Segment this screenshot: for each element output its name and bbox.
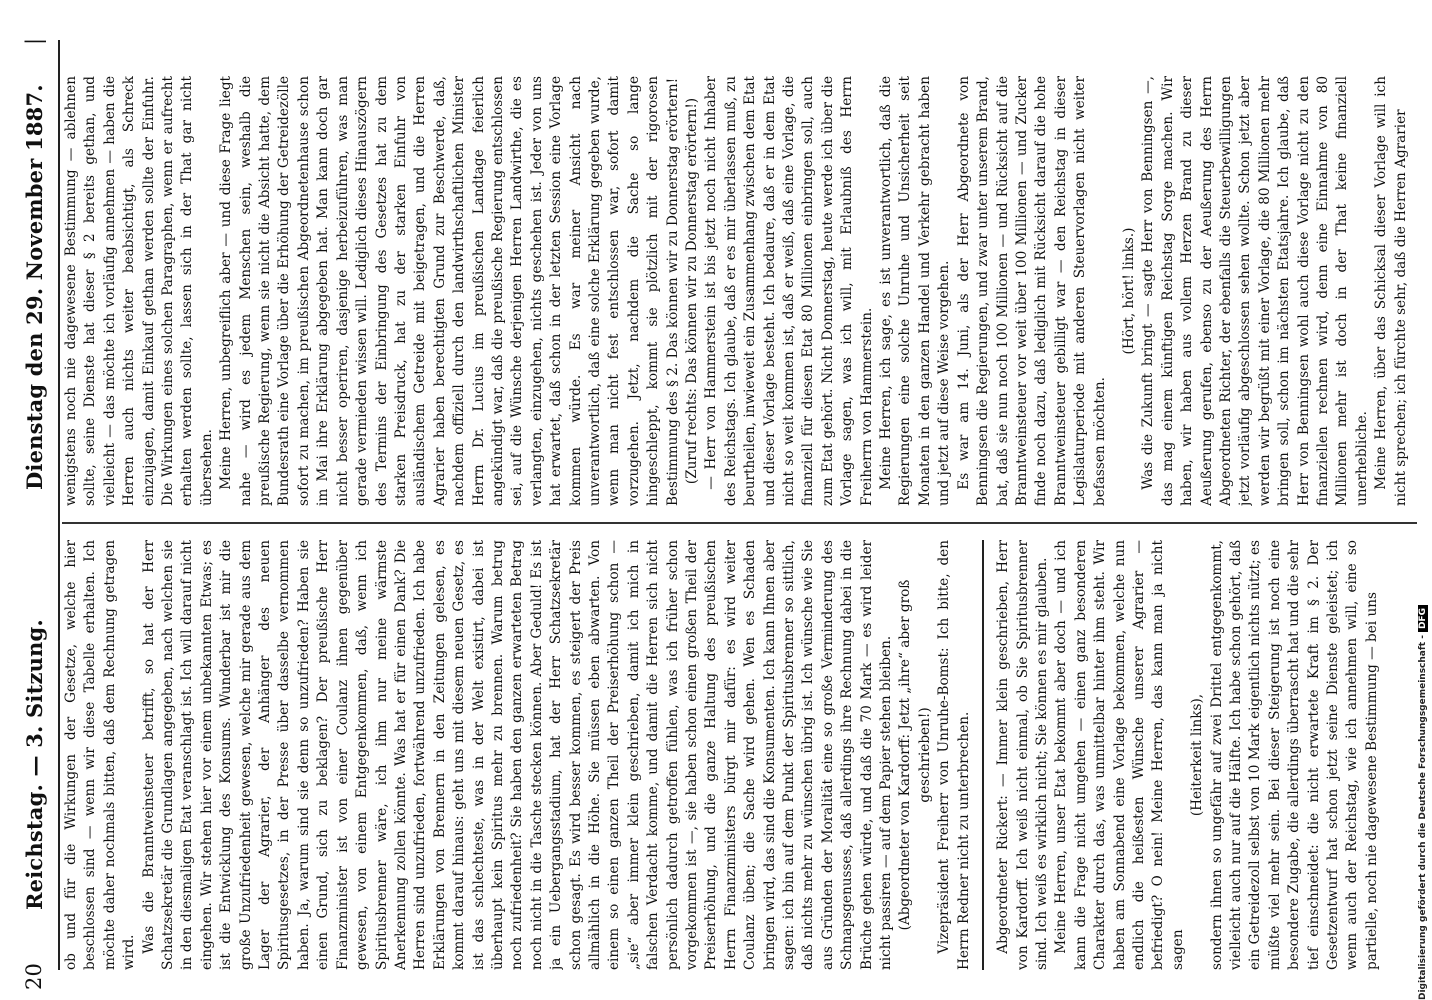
column-rule xyxy=(62,522,1417,524)
interjection: (Abgeordneter von Kardorff: Jetzt „ihre“ aber groß geschrieben!) xyxy=(897,579,933,931)
header-date: Dienstag den 29. November 1887. xyxy=(22,84,47,490)
credit-text: Digitalisierung gefördert durch die Deutsche Forschungsgemeinschaft - xyxy=(1418,635,1428,1000)
paragraph: Meine Herren, unbegreiflich aber — und diese Frage liegt nahe — wird es jedem Menschen sein, weshalb die preußische Regierung, wenn sie nicht die Absicht hatte, dem Bundesrath eine Vorlage über die Erhöhung der Getreidezölle sofort zu machen, im preußischen Abgeordnetenhause schon im Mai ihre Erklärung abgegeben hat. Man kann doch gar nicht besser operiren, dasjenige herbeizuführen, was man gerade vermieden wissen will. Lediglich dieses Hinauszögern des Termins der Einbringung des Gesetzes hat zu dem starken Preisdruck, hat zu der starken Einfuhr von ausländischem Getreide mit beigetragen, und die Herren Agrarier haben berechtigten Grund zur Beschwerde, daß, nachdem offiziell durch den landwirthschaftlichen Minister Herrn Dr. Lucius im preußischen Landtage feierlich angekündigt war, daß die preußische Regierung entschlossen sei, auf die Wünsche derjenigen Herren Landwirthe, die es verlangten, einzugehen, nichts geschehen ist. Jeder von uns hat erwartet, daß schon in der letzten Session eine Vorlage kommen würde. Es war meiner Ansicht nach unverantwortlich, daß eine solche Erklärung gegeben wurde, wenn man nicht fest entschlossen war, sofort damit vorzugehen. Jetzt, nachdem die Sache so lange hingeschleppt, kommt sie plötzlich mit der rigorosen Bestimmung des § 2. Das können wir zu Donnerstag erörtern! xyxy=(218,76,681,506)
paragraph: Abgeordneter Rickert: — Immer klein geschrieben, Herr von Kardorff. Ich weiß nicht einmal, ob Sie Spiritusbrenner sind. Ich weiß es wirklich nicht; Sie können es mir glauben. xyxy=(995,540,1050,970)
paragraph: ob und für die Wirkungen der Gesetze, welche hier beschlossen sind — wenn wir diese Tabelle erhalten. Ich möchte daher nochmals bitten, daß dem Rechnung getragen wird. xyxy=(63,540,138,970)
interjection: (Heiterkeit links), xyxy=(1189,693,1206,817)
header-rule xyxy=(58,40,60,970)
header-left: Reichstag. — 3. Sitzung. xyxy=(22,619,47,910)
interjection: (Hört, hört! links.) xyxy=(1120,227,1137,355)
paragraph: Vizepräsident Freiherr von Unruhe-Bomst: Ich bitte, den Herrn Redner nicht zu unterbrechen. xyxy=(936,540,972,970)
paragraph: Was die Branntweinsteuer betrifft, so hat der Herr Schatzsekretär die Grundlagen angegeben, nach welchen sie in den diesmaligen Etat veranschlagt ist. Ich will darauf nicht eingehen. Wir stehen hier vor einem unbekannten Etwas; es ist die Entwicklung des Konsums. Wunderbar ist mir die große Unzufriedenheit gewesen, welche mir gerade aus dem Lager der Agrarier, der Anhänger des neuen Spiritusgesetzes, in der Presse über dasselbe vernommen haben. Ja, warum sind sie denn so unzufrieden? Haben sie einen Grund, sich zu beklagen? Der preußische Herr Finanzminister ist von einer Coulanz ihnen gegenüber gewesen, von einem Entgegenkommen, daß, wenn ich Spiritusbrenner wäre, ich ihm nur meine wärmste Anerkennung zollen könnte. Was hat er für einen Dank? Die Herren sind unzufrieden, fortwährend unzufrieden. Ich habe Erklärungen von Brennern in den Zeitungen gelesen, es kommt darauf hinaus: geht uns mit diesem neuen Gesetz, es ist das schlechteste, was in der Welt existirt, dabei ist überhaupt kein Spiritus mehr zu brennen. Warum betrug noch zufriedenheit? Sie haben den ganzen erwarteten Betrag noch nicht in die Tasche stecken können. Aber Geduld! Es ist ja ein Uebergangsstadium, hat der Herr Schatzsekretär schon gesagt. Es wird besser kommen, es steigert der Preis allmählich in die Höhe. Sie müssen eben abwarten. Von einem so einen ganzen Theil der Preiserhöhung schon — „sie“ aber immer klein geschrieben, damit ich mich in falschen Verdacht komme, und damit die Herren sich nicht persönlich dadurch getroffen fühlen, was ich früher schon vorgekommen ist —, sie haben schon einen großen Theil der Preiserhöhung, und die ganze Haltung des preußischen Herrn Finanzministers bürgt mir dafür: es wird weiter Coulanz üben; die Sache wird gehen. Wen es Schaden bringen wird, das sind die Konsumenten. Ich kann Ihnen aber sagen: ich bin auf dem Punkt der Spiritusbrenner so sittlich, daß nichts mehr zu wünschen übrig ist. Ich wünsche wie Sie aus Gründen der Moralität eine so große Verminderung des Schnapsgenusses, daß allerdings ihre Rechnung dabei in die Brüche gehen würde, und daß die 70 Mark — es wird leider nicht passiren — auf dem Papier stehen bleiben. xyxy=(140,540,895,970)
page-number: 20 xyxy=(22,962,46,990)
paragraph: sondern ihnen so ungefähr auf zwei Drittel entgegenkommt, vielleicht auch nur auf die Hälfte. Ich habe schon gehört, daß ein Getreidezoll selbst von 10 Mark eigentlich nichts nützt; es müßte viel mehr sein. Bei dieser Steigerung ist noch eine besondere Zugabe, die allerdings überrascht hat und die sehr tief einschneidet: die nicht erwartete Kraft im § 2. Der Gesetzentwurf hat schon jetzt seine Dienste geleistet; ich wenn auch der Reichstag, wie ich annehmen will, eine so partielle, noch nie dagewesene Bestimmung — bei uns xyxy=(1208,540,1380,970)
paragraph: Es war am 14. Juni, als der Herr Abgeordnete von Benningsen die Regierungen, und zwar unter unserem Brand, bat, daß sie nun noch 100 Millionen — und Rücksicht auf die Branntweinsteuer vor weit über 100 Millionen — und Zucker finde noch dazu, daß lediglich mit Rücksicht darauf die hohe Branntweinsteuer gebilligt war — den Reichstag in dieser Legislaturperiode mit anderen Steuervorlagen nicht weiter befassen möchten. xyxy=(955,76,1108,506)
paragraph: Meine Herren, ich sage, es ist unverantwortlich, daß die Regierungen eine solche Unruhe und Unsicherheit seit Monaten in den ganzen Handel und Verkehr gebracht haben und jetzt auf diese Weise vorgehen. xyxy=(878,76,953,506)
text-column-2 xyxy=(62,76,1417,506)
section-rule xyxy=(982,540,984,970)
paragraph: wenigstens noch nie dagewesene Bestimmung — ablehnen sollte, seine Dienste hat dieser § 2 bereits gethan, und vielleicht — das möchte ich vorläufig annehmen — haben die Herren auch nichts weiter beabsichtigt, als Schreck einzujagen, damit Einkauf gethan werden sollte der Einfuhr. Die Wirkungen eines solchen Paragraphen, wenn er aufrecht erhalten werden sollte, lassen sich in der That gar nicht übersehen. xyxy=(63,76,215,506)
paragraph: Meine Herren, unser Etat bekommt aber doch — und ich kann die Frage nicht umgehen — einen ganz besonderen Charakter durch das, was unmittelbar hinter ihm steht. Wir haben am Sonnabend eine Vorlage bekommen, welche nun endlich die heißesten Wünsche unserer Agrarier — befriedigt? O nein! Meine Herren, das kann man ja nicht sagen xyxy=(1053,540,1186,970)
paragraph: Was die Zukunft bringt — sagte Herr von Benningsen —, das mag einem künftigen Reichstag Sorge machen. Wir haben, wir haben aus vollem Herzen Brand zu dieser Aeußerung gerufen, ebenso zu der Aeußerung des Herrn Abgeordneten Richter, der ebenfalls die Steuerbewilligungen jetzt vorläufig abgeschlossen sehen wollte. Schon jetzt aber werden wir begrüßt mit einer Vorlage, die 80 Millionen mehr bringen soll, schon im nächsten Etatsjahre. Ich glaube, daß Herr von Benningsen wohl auch diese Vorlage nicht zu den finanziellen rechnen wird, denn eine Einnahme von 80 Millionen mehr ist doch in der That keine finanziell unerhebliche. xyxy=(1140,76,1370,506)
interjection: (Zuruf rechts: Das können wir zu Donnerstag erörtern!) xyxy=(684,97,700,485)
running-head xyxy=(22,37,54,990)
paragraph: Meine Herren, über das Schicksal dieser Vorlage will ich nicht sprechen; ich fürchte sehr, daß die Herren Agrarier xyxy=(1373,76,1409,506)
dfg-badge: DFG xyxy=(1418,605,1428,632)
header-tick: | xyxy=(22,37,46,45)
text-column-1 xyxy=(62,540,1417,970)
digitization-credit xyxy=(1418,100,1432,1000)
paragraph: — Herr von Hammerstein ist bis jetzt noch nicht Inhaber des Reichstags. Ich glaube, daß er es mir überlassen muß, zu beurtheilen, inwieweit ein Zusammenhang zwischen dem Etat und dieser Vorlage besteht. Ich bedaure, daß er in dem Etat nicht so weit kommen ist, daß er weiß, daß eine Vorlage, die finanziell für diesen Etat 80 Millionen einbringen soll, auch zum Etat gehört. Nicht Donnerstag, heute werde ich über die Vorlage sagen, was ich will, mit Erlaubniß des Herrn Freiherrn von Hammerstein. xyxy=(703,76,875,506)
